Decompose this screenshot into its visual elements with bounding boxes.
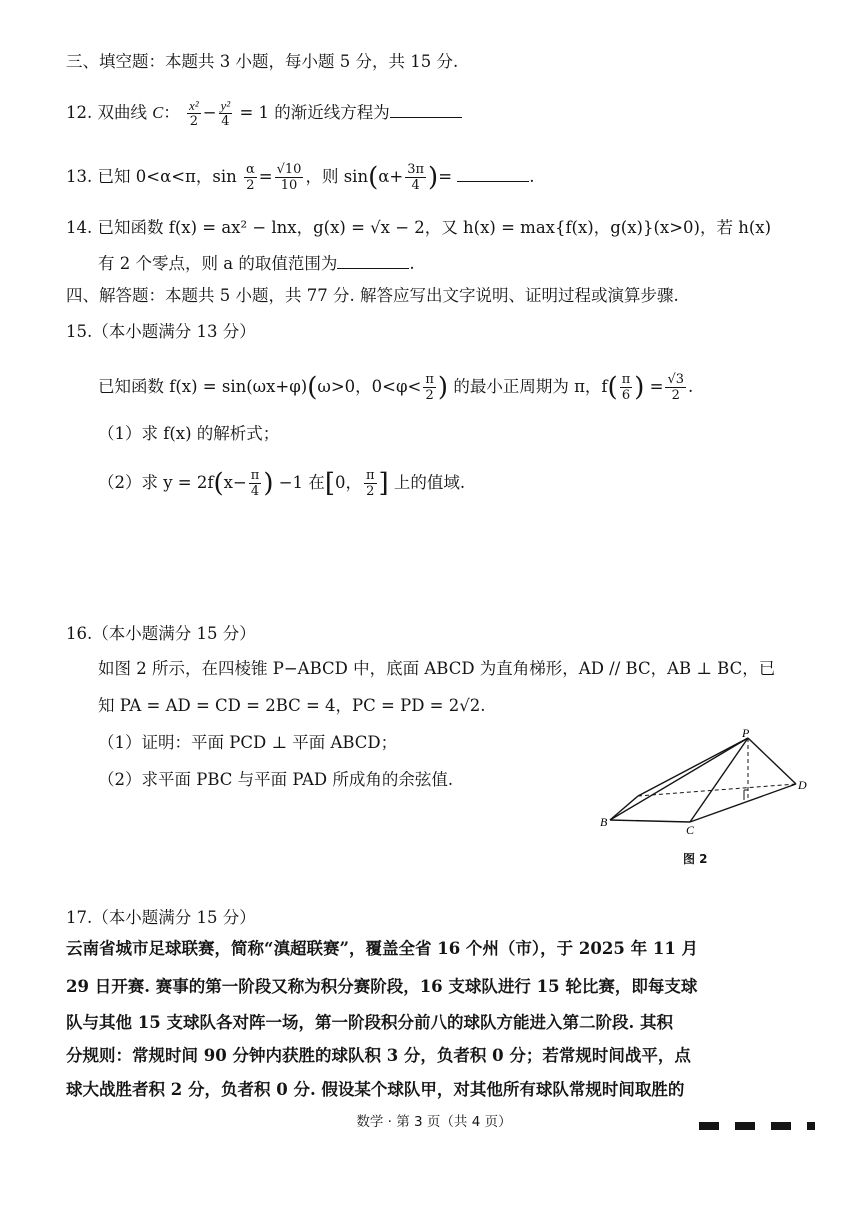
mark bbox=[699, 1122, 719, 1130]
label-B: B bbox=[600, 815, 608, 829]
q15-paren-open-2: ( bbox=[607, 372, 618, 403]
registration-marks bbox=[699, 1115, 815, 1134]
q13-alpha: α bbox=[246, 162, 255, 177]
q13-alpha-plus: α+ bbox=[378, 167, 404, 186]
q12-frac-y bbox=[219, 98, 233, 129]
q15-frac-pi2 bbox=[423, 372, 436, 403]
page-footer: 数学 · 第 3 页（共 4 页） bbox=[356, 1114, 512, 1130]
q12-colon: ： bbox=[163, 103, 180, 122]
edge-PC bbox=[690, 738, 748, 822]
q12-d2: 4 bbox=[221, 114, 230, 129]
q15-pi: π bbox=[621, 372, 631, 387]
q12-frac-x bbox=[187, 98, 201, 129]
question-17-line5: 球大战胜者积 2 分，负者积 0 分. 假设某个球队甲，对其他所有球队常规时间取胜的 bbox=[66, 1080, 685, 1099]
q15-p2e: 上的值域. bbox=[388, 473, 466, 492]
q13-frac-alpha bbox=[244, 162, 257, 193]
q13-text-mid: ，则 sin bbox=[305, 167, 369, 186]
q15-sqrt3: √3 bbox=[667, 372, 685, 387]
edge-BA bbox=[610, 796, 638, 820]
q15-stem-c: 的最小正周期为 π，f bbox=[448, 377, 608, 396]
q13-frac-3pi bbox=[405, 162, 426, 193]
q12-text-end: = 1 的渐近线方程为 bbox=[239, 103, 390, 122]
q15-frac-pi6 bbox=[620, 372, 633, 403]
q15-paren-close-3: ) bbox=[263, 468, 274, 499]
q13-3pi: 3π bbox=[407, 162, 425, 177]
mark bbox=[771, 1122, 791, 1130]
question-16-part2: （2）求平面 PBC 与平面 PAD 所成角的余弦值. bbox=[98, 770, 454, 789]
q13-ten: 10 bbox=[280, 178, 298, 193]
label-P: P bbox=[742, 728, 750, 740]
q12-x2: x² bbox=[189, 98, 199, 113]
question-17-header: 17.（本小题满分 15 分） bbox=[66, 908, 256, 927]
question-16-part1: （1）证明：平面 PCD ⊥ 平面 ABCD； bbox=[98, 733, 398, 752]
q13-text: 已知 0<α<π，sin bbox=[97, 167, 237, 186]
mark bbox=[807, 1122, 815, 1130]
q12-y2: y² bbox=[220, 98, 231, 113]
q15-frac-sqrt3 bbox=[665, 372, 686, 403]
edge-PA bbox=[638, 738, 748, 796]
q15-frac-pi2b bbox=[364, 468, 377, 499]
q12-text: 双曲线 bbox=[97, 103, 153, 122]
q15-stem-b: ω>0，0<φ< bbox=[317, 377, 422, 396]
q14-period: . bbox=[409, 254, 415, 273]
question-number: 12. bbox=[66, 103, 93, 122]
q15-paren-close-2: ) bbox=[634, 372, 645, 403]
question-15-stem bbox=[98, 372, 693, 403]
question-17-line3: 队与其他 15 支球队各对阵一场，第一阶段积分前八的球队方能进入第二阶段. 其积 bbox=[66, 1013, 673, 1032]
q13-frac-value bbox=[275, 162, 304, 193]
q15-two: 2 bbox=[366, 484, 375, 499]
q15-bracket-close: ] bbox=[378, 468, 389, 499]
q15-p2a: （2）求 y = 2f bbox=[98, 473, 214, 492]
question-15-header: 15.（本小题满分 13 分） bbox=[66, 322, 256, 341]
q15-four: 4 bbox=[250, 484, 260, 499]
q15-bracket-open: [ bbox=[324, 468, 335, 499]
q15-pi: π bbox=[425, 372, 434, 387]
q13-four: 4 bbox=[411, 178, 420, 193]
q15-stem-e: . bbox=[688, 377, 694, 396]
section-answer-heading: 四、解答题：本题共 5 小题，共 77 分. 解答应写出文字说明、证明过程或演算步骤. bbox=[66, 286, 679, 305]
question-17-line1: 云南省城市足球联赛，简称“滇超联赛”，覆盖全省 16 个州（市），于 2025 年 11 月 bbox=[66, 939, 699, 958]
edge-PD bbox=[748, 738, 796, 784]
question-12: 12. 双曲线 C： $\frac{\text{x²}}{2}$ − $\frac{\text{y²}}{4}$ = 1 的渐近线方程为 bbox=[66, 98, 462, 129]
q14-text: 有 2 个零点，则 a 的取值范围为 bbox=[98, 254, 338, 273]
edge-PB bbox=[610, 738, 748, 820]
q15-two: 2 bbox=[671, 388, 680, 403]
edge-CD bbox=[690, 784, 796, 822]
question-16-line1: 如图 2 所示，在四棱锥 P−ABCD 中，底面 ABCD 为直角梯形，AD // BC，AB ⊥ BC，已 bbox=[98, 659, 776, 678]
q15-stem-d: = bbox=[644, 377, 664, 396]
question-16-line2: 知 PA = AD = CD = 2BC = 4，PC = PD = 2√2. bbox=[98, 696, 486, 715]
question-17-line2: 29 日开赛. 赛事的第一阶段又称为积分赛阶段，16 支球队进行 15 轮比赛，即每支球 bbox=[66, 977, 698, 996]
q13-right-paren: ) bbox=[428, 162, 439, 193]
question-15-part1: （1）求 f(x) 的解析式； bbox=[98, 424, 280, 443]
answer-blank[interactable] bbox=[457, 167, 529, 182]
label-D: D bbox=[798, 778, 807, 792]
question-14-line2 bbox=[98, 252, 415, 276]
q15-pi: π bbox=[365, 468, 375, 483]
question-16-header: 16.（本小题满分 15 分） bbox=[66, 624, 256, 643]
q12-d1: 2 bbox=[189, 114, 198, 129]
q15-p2b: x− bbox=[223, 473, 247, 492]
q13-two: 2 bbox=[246, 178, 255, 193]
q15-pi: π bbox=[250, 468, 260, 483]
q15-six: 6 bbox=[621, 388, 631, 403]
mark bbox=[735, 1122, 755, 1130]
section-fill-blank-heading: 三、填空题：本题共 3 小题，每小题 5 分，共 15 分. bbox=[66, 52, 459, 71]
q15-paren-open: ( bbox=[307, 372, 318, 403]
question-17-line4: 分规则：常规时间 90 分钟内获胜的球队积 3 分，负者积 0 分；若常规时间战平，点 bbox=[66, 1046, 691, 1065]
q13-equals-end: = bbox=[438, 167, 458, 186]
q15-p2d: 0， bbox=[334, 473, 362, 492]
question-14-line1: 14. 已知函数 f(x) = ax² − lnx，g(x) = √x − 2，又 h(x) = max{f(x)，g(x)}(x>0)，若 h(x) bbox=[66, 218, 772, 237]
q15-paren-open-3: ( bbox=[213, 468, 224, 499]
question-13: 13. 已知 0<α<π，sin $\frac{\alpha}{2}$ = $\frac{√10}{10}$ ，则 sin(α+ $\frac{3\pi}{4}$ )= . bbox=[66, 162, 535, 193]
answer-blank[interactable] bbox=[337, 254, 409, 269]
q13-sqrt10: √10 bbox=[276, 162, 302, 177]
q15-frac-pi4 bbox=[249, 468, 262, 499]
answer-blank[interactable] bbox=[390, 103, 462, 118]
edge-BC bbox=[610, 820, 690, 822]
question-number: 13. bbox=[66, 167, 93, 186]
q15-two: 2 bbox=[425, 388, 434, 403]
q13-equals: = bbox=[258, 167, 273, 186]
question-15-part2 bbox=[98, 468, 465, 499]
q15-stem-a: 已知函数 f(x) = sin(ωx+φ) bbox=[98, 377, 308, 396]
q12-curve-name: C bbox=[152, 103, 164, 122]
q13-left-paren: ( bbox=[368, 162, 379, 193]
label-C: C bbox=[686, 823, 695, 837]
figure-caption: 图 2 bbox=[683, 852, 708, 866]
q15-p2c: −1 在 bbox=[273, 473, 325, 492]
pyramid-figure bbox=[598, 728, 818, 868]
q15-paren-close: ) bbox=[437, 372, 449, 403]
